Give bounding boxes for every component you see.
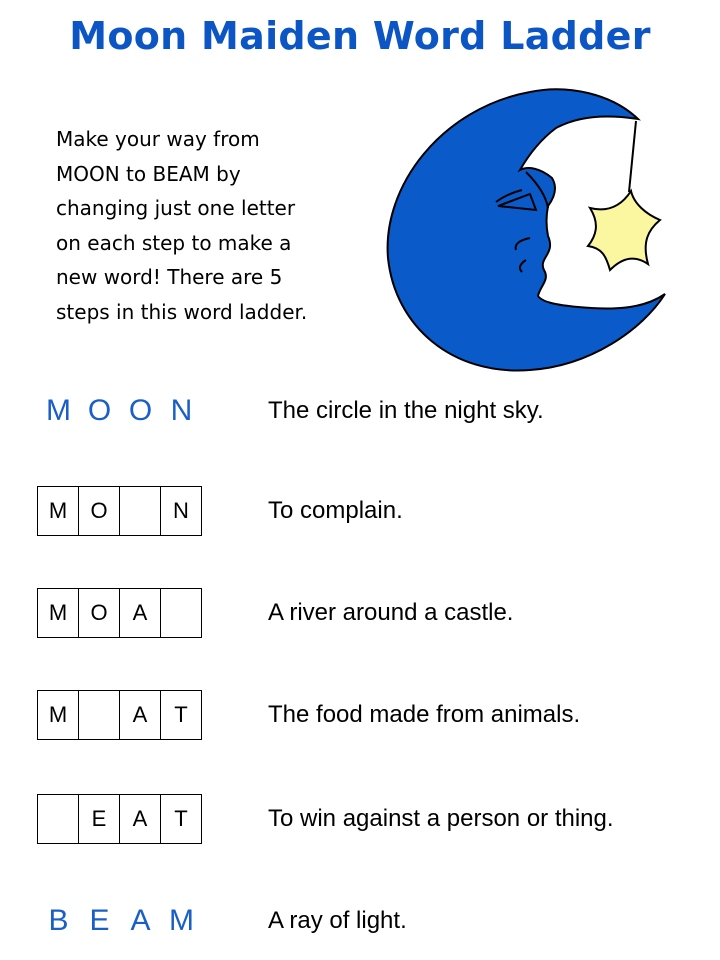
star-icon	[588, 191, 660, 270]
letter-box[interactable]: M	[38, 589, 79, 637]
step-clue: To complain.	[268, 497, 403, 524]
letter-box[interactable]: A	[120, 691, 161, 739]
letter-box-blank[interactable]	[79, 691, 120, 739]
instructions-line: new word! There are 5	[56, 265, 283, 289]
end-letter: E	[89, 904, 110, 937]
ladder-row-step-4	[0, 794, 720, 844]
ladder-row-end	[0, 896, 720, 946]
step-clue: To win against a person or thing.	[268, 805, 614, 832]
start-clue: The circle in the night sky.	[268, 397, 544, 424]
letter-box[interactable]: O	[79, 487, 120, 535]
ladder-row-start	[0, 386, 720, 436]
start-letter: O	[87, 394, 112, 427]
instructions	[56, 122, 366, 329]
end-clue: A ray of light.	[268, 907, 407, 934]
instructions-line: steps in this word ladder.	[56, 299, 308, 324]
letter-box[interactable]: T	[161, 691, 202, 739]
end-letter: M	[169, 904, 194, 937]
letter-box[interactable]: E	[79, 795, 120, 843]
instructions-line: changing just one letter	[56, 196, 296, 220]
letter-box[interactable]: A	[120, 795, 161, 843]
ladder-row-step-3	[0, 690, 720, 740]
start-letter: O	[128, 394, 153, 427]
step-clue: The food made from animals.	[268, 701, 581, 728]
letter-box[interactable]: O	[79, 589, 120, 637]
letter-box[interactable]: T	[161, 795, 202, 843]
ladder-row-step-1	[0, 486, 720, 536]
letter-boxes	[37, 588, 202, 638]
instructions-line: on each step to make a	[56, 230, 292, 255]
end-letter: B	[48, 904, 69, 937]
start-word	[38, 386, 202, 436]
letter-boxes	[37, 690, 202, 740]
star-string-line	[629, 121, 636, 192]
instructions-line: Make your way from	[56, 127, 260, 151]
start-letter: M	[46, 394, 71, 427]
start-letter: N	[170, 394, 193, 427]
end-word	[38, 896, 202, 946]
letter-box[interactable]: N	[161, 487, 202, 535]
ladder-row-step-2	[0, 588, 720, 638]
letter-box[interactable]: A	[120, 589, 161, 637]
end-letter: A	[130, 904, 151, 937]
page-title: Moon Maiden Word Ladder	[69, 14, 651, 58]
letter-box-blank[interactable]	[120, 487, 161, 535]
letter-boxes	[37, 794, 202, 844]
crescent-moon-face-icon	[380, 88, 680, 378]
letter-box[interactable]: M	[38, 691, 79, 739]
instructions-line: MOON to BEAM by	[56, 161, 241, 186]
letter-box-blank[interactable]	[161, 589, 202, 637]
letter-box[interactable]: M	[38, 487, 79, 535]
letter-boxes	[37, 486, 202, 536]
letter-box-blank[interactable]	[38, 795, 79, 843]
step-clue: A river around a castle.	[268, 599, 514, 626]
